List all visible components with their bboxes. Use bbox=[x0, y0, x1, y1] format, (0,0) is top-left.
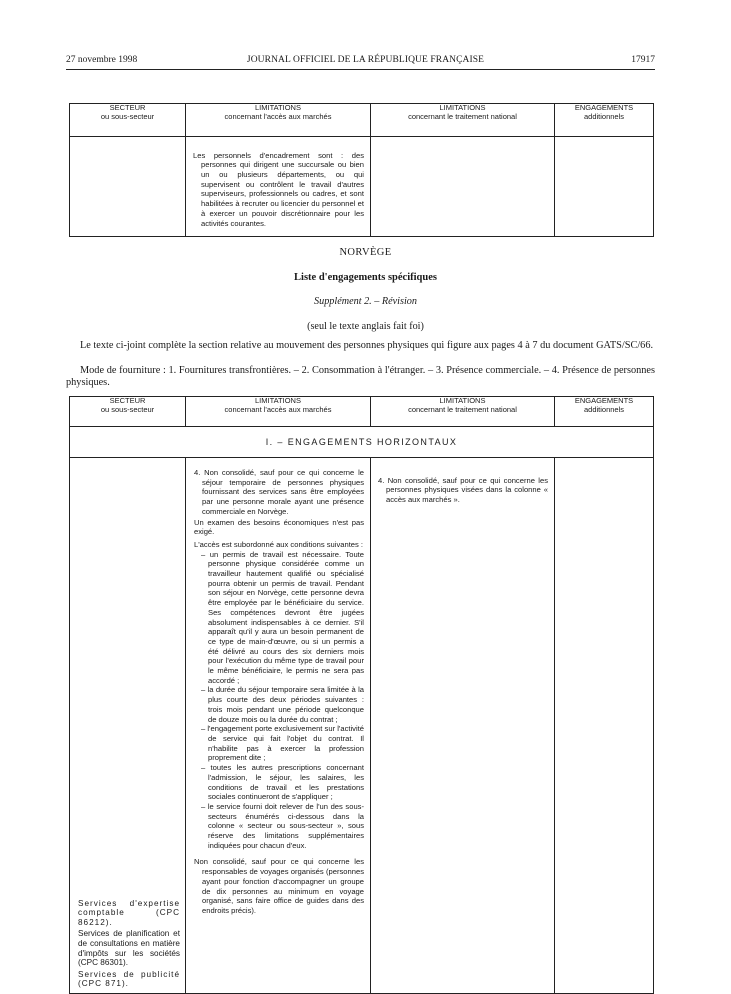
mode-paragraph: Mode de fourniture : 1. Fournitures transfrontières. – 2. Consommation à l'étranger. – 3. Présence commerciale. – 4. Présence de personnes physiques. bbox=[66, 365, 655, 388]
country-heading: NORVÈGE bbox=[339, 247, 392, 258]
national-treatment-cell bbox=[371, 458, 555, 994]
top-additional-cell bbox=[555, 137, 654, 237]
sector-list bbox=[78, 899, 180, 989]
top-table-body-row bbox=[70, 137, 654, 237]
col-header-additional: ENGAGEMENTS additionnels bbox=[555, 397, 654, 427]
sector-item: Services de planification et de consultations en matière d'impôts sur les sociétés (CPC 86301). bbox=[78, 929, 180, 968]
condition-item: – la durée du séjour temporaire sera limitée à la plus courte des deux périodes suivantes : trois mois pendant une période quelconque de douze mois ou la durée du contrat ; bbox=[201, 685, 364, 724]
col-header-national-treatment: LIMITATIONS concernant le traitement national bbox=[371, 397, 555, 427]
market-access-clause: 4. Non consolidé, sauf pour ce qui concerne le séjour temporaire de personnes physiques fournissant des services sans être employées par une personne morale ayant une présence commerciale en Norvège. bbox=[194, 468, 364, 516]
col-header-market-access: LIMITATIONS concernant l'accès aux marchés bbox=[186, 104, 371, 137]
horizontal-commitments-table bbox=[69, 396, 654, 994]
sector-item: Services de publicité (CPC 871). bbox=[78, 969, 180, 989]
market-access-clause: Non consolidé, sauf pour ce qui concerne les responsables de voyages organisés (personnes ayant pour fonction d'accompagner un groupe de dix personnes au minimum en voyage organisé, sans faire office de guides dans des endroits précis). bbox=[194, 857, 364, 915]
col-header-market-access: LIMITATIONS concernant l'accès aux marchés bbox=[186, 397, 371, 427]
top-table-header-row bbox=[70, 104, 654, 137]
intro-paragraph: Le texte ci-joint complète la section relative au mouvement des personnes physiques qui figure aux pages 4 à 7 du document GATS/SC/66. bbox=[80, 340, 654, 351]
section-heading: I. – ENGAGEMENTS HORIZONTAUX bbox=[70, 427, 654, 458]
section-heading-row bbox=[70, 427, 654, 458]
top-national-treatment-cell bbox=[371, 137, 555, 237]
top-sector-cell bbox=[70, 137, 186, 237]
col-header-sector: SECTEUR ou sous-secteur bbox=[70, 397, 186, 427]
top-commitments-table bbox=[69, 103, 654, 237]
market-access-cell bbox=[186, 458, 371, 994]
market-access-clause: Un examen des besoins économiques n'est pas exigé. bbox=[194, 517, 364, 537]
top-market-access-cell bbox=[186, 137, 371, 237]
supplement-title: Supplément 2. – Révision bbox=[314, 296, 417, 307]
sector-cell bbox=[70, 458, 186, 994]
condition-item: – toutes les autres prescriptions concernant l'admission, le séjour, les salaires, les conditions de travail et les prestations sociales continueront de s'appliquer ; bbox=[201, 763, 364, 802]
col-header-sector: SECTEUR ou sous-secteur bbox=[70, 104, 186, 137]
col-header-national-treatment: LIMITATIONS concernant le traitement national bbox=[371, 104, 555, 137]
col-header-additional: ENGAGEMENTS additionnels bbox=[555, 104, 654, 137]
language-note: (seul le texte anglais fait foi) bbox=[307, 321, 424, 332]
additional-cell bbox=[555, 458, 654, 994]
journal-title: JOURNAL OFFICIEL DE LA RÉPUBLIQUE FRANÇAISE bbox=[246, 55, 485, 65]
condition-item: – l'engagement porte exclusivement sur l'activité de service qui fait l'objet du contrat. Il n'habilite pas à exercer la profession proprement dite ; bbox=[201, 724, 364, 763]
condition-item: – le service fourni doit relever de l'un des sous-secteurs énumérés ci-dessous dans la colonne « secteur ou sous-secteur », sous réserve des limitations supplémentaires indiquées pour chacun d'eux. bbox=[201, 801, 364, 850]
national-treatment-clause: 4. Non consolidé, sauf pour ce qui concerne les personnes physiques visées dans la colonne « accès aux marchés ». bbox=[378, 475, 548, 504]
header-date: 27 novembre 1998 bbox=[66, 55, 138, 65]
management-staff-definition: Les personnels d'encadrement sont : des personnes qui dirigent une succursale ou bien un ou plusieurs départements, ou qui supervisent ou contrôlent le travail d'autres superviseurs, professionnels ou cadres, et sont habilitées à recruter ou licencier du personnel et à exercer un pouvoir discrétionnaire pour les activités courantes. bbox=[193, 150, 364, 228]
main-table-body-row bbox=[70, 458, 654, 994]
main-table-header-row bbox=[70, 397, 654, 427]
page-number: 17917 bbox=[631, 55, 655, 65]
header-rule bbox=[66, 69, 655, 70]
market-access-clause: L'accès est subordonné aux conditions suivantes : bbox=[194, 539, 364, 549]
sector-item: Services d'expertise comptable (CPC 86212). bbox=[78, 898, 180, 927]
list-title: Liste d'engagements spécifiques bbox=[294, 272, 437, 283]
condition-item: – un permis de travail est nécessaire. Toute personne physique considérée comme un travailleur hautement qualifié ou spécialisé pourra obtenir un permis de travail. Pendant son séjour en Norvège, cette personne devra être employée par le bénéficiaire du service. Ses compétences devront être jugées absolument indispensables à ce dernier. S'il apparaît qu'il y aura un besoin permanent de ce type de main-d'œuvre, ou si un permis a été délivré au cours des six derniers mois pour l'exécution du même type de travail pour le même bénéficiaire, le permis ne sera pas accordé ; bbox=[201, 549, 364, 685]
